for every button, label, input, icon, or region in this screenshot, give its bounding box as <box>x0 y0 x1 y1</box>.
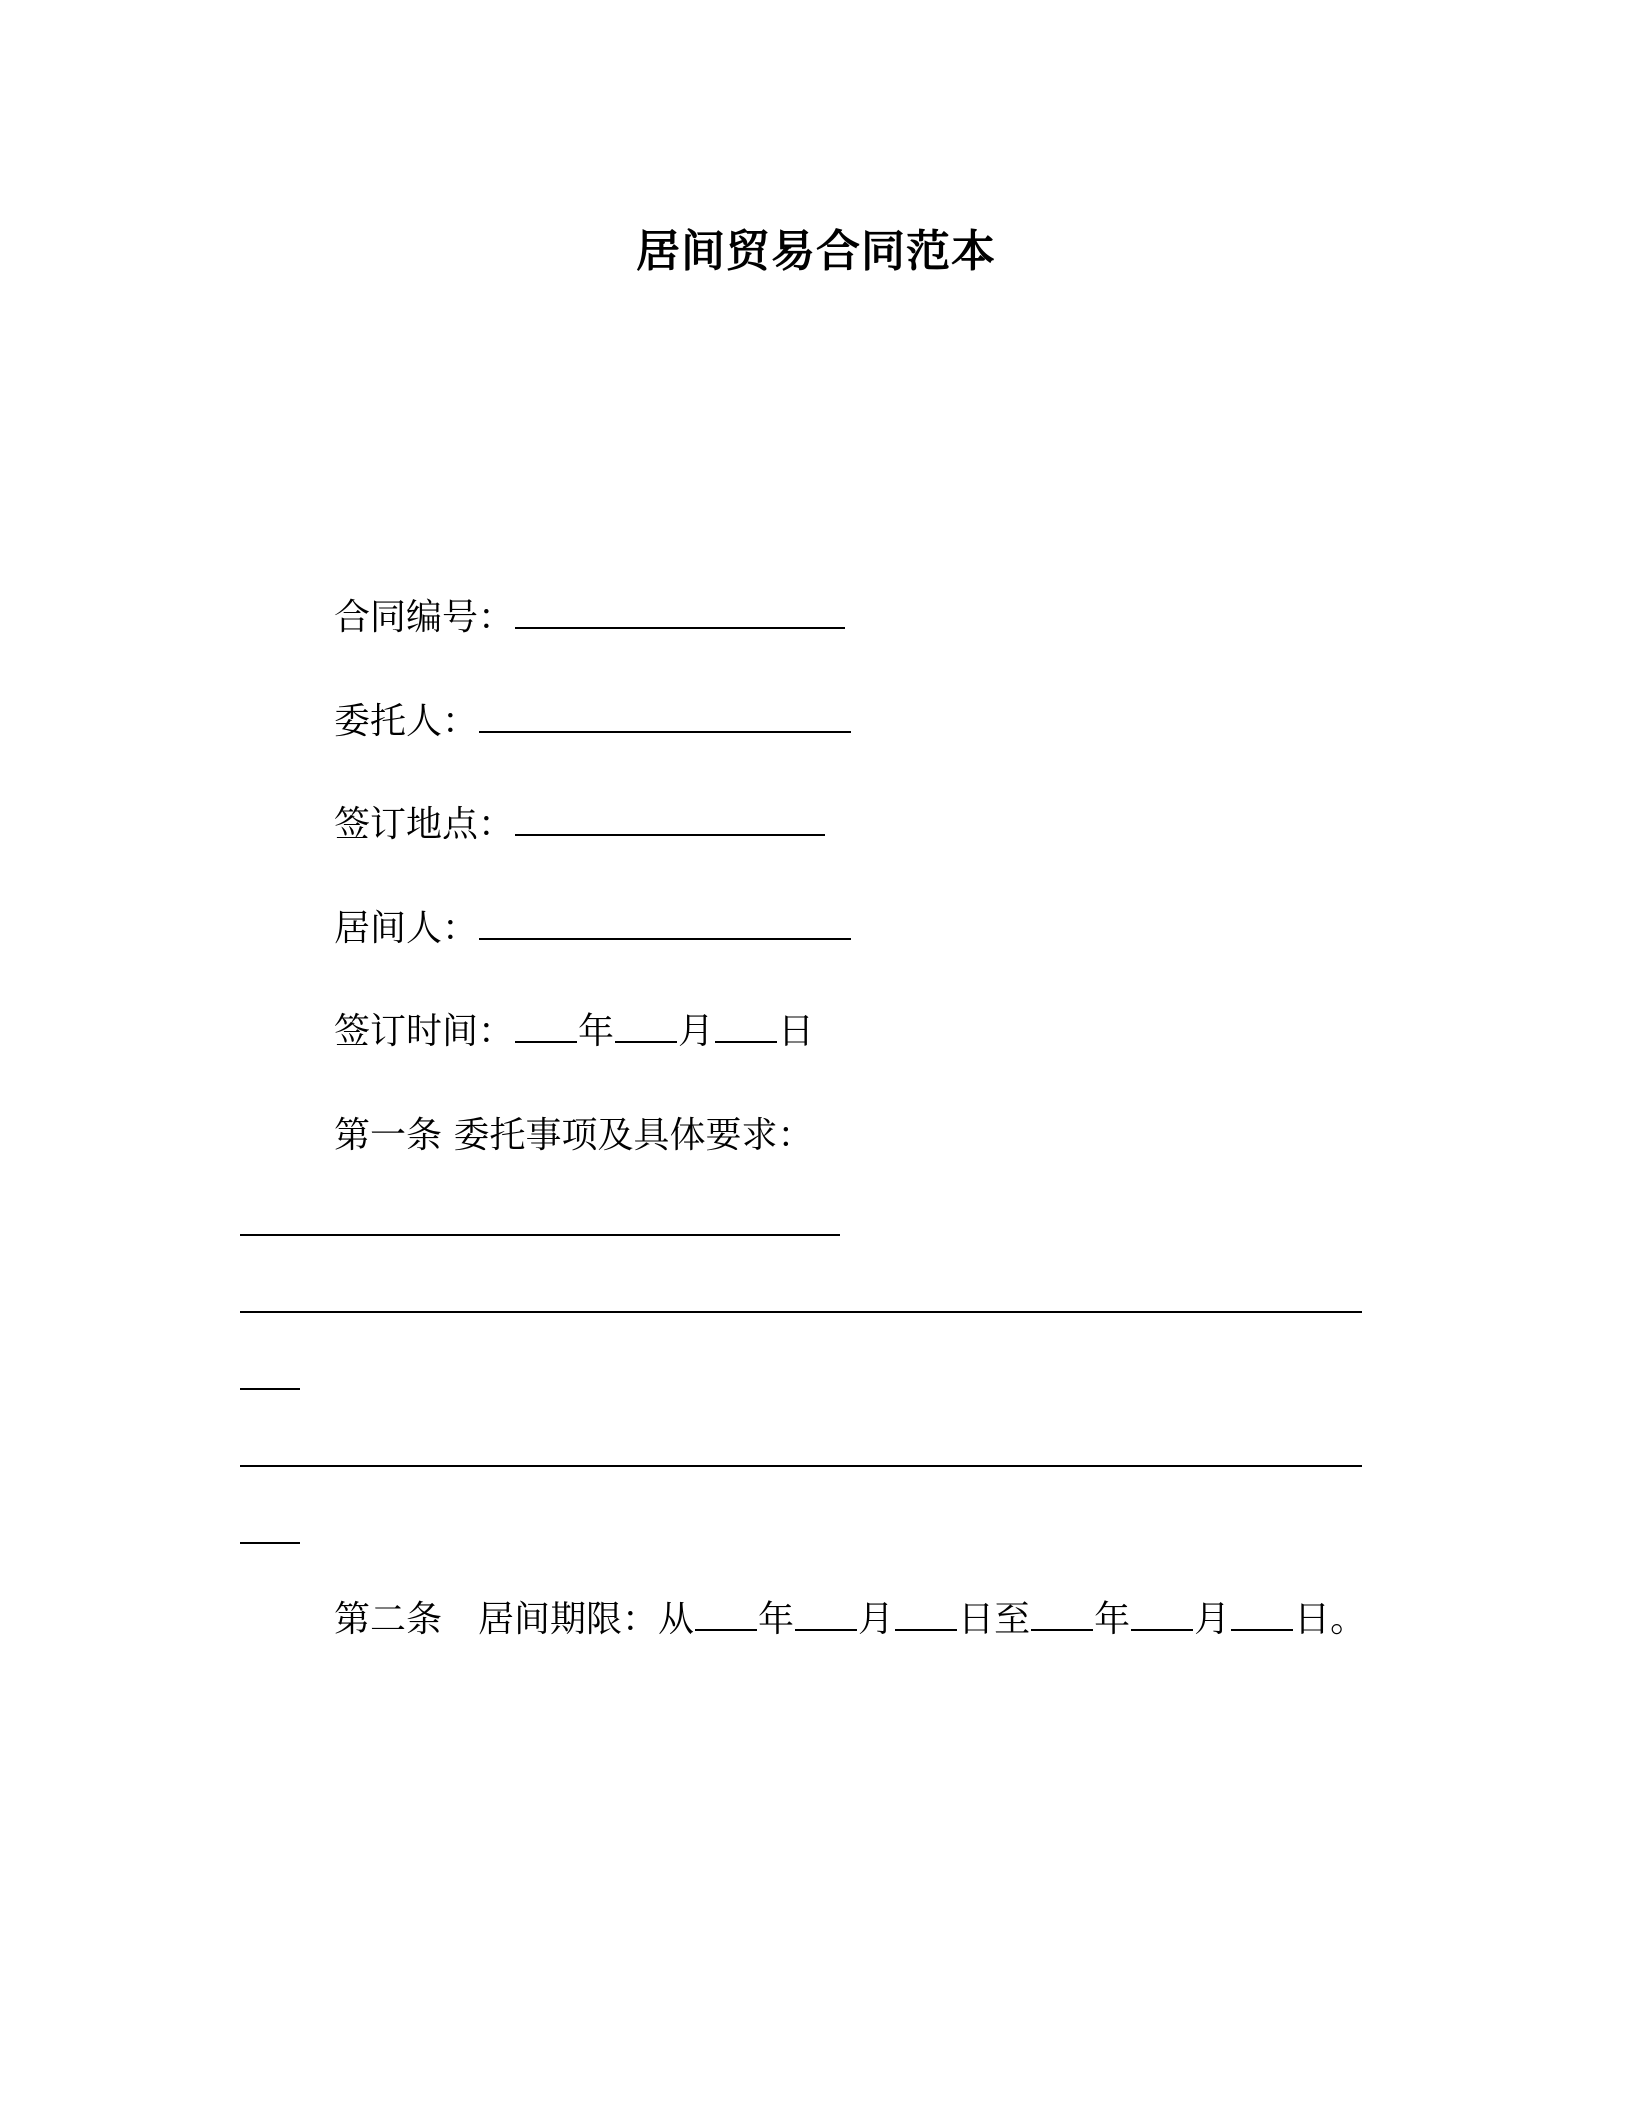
signing-place-label: 签订地点： <box>334 804 515 845</box>
term-year-unit: 年 <box>758 1599 795 1640</box>
intermediary-label: 居间人： <box>334 908 479 949</box>
signing-date-label: 签订时间： <box>334 1011 515 1052</box>
signing-day-blank[interactable] <box>715 1007 777 1043</box>
principal-label: 委托人： <box>334 701 479 742</box>
intermediary-field <box>334 904 852 954</box>
term-month2-unit: 月 <box>1194 1599 1231 1640</box>
signing-date-field <box>334 1007 814 1057</box>
article-1-heading: 第一条 委托事项及具体要求： <box>334 1115 814 1156</box>
term-day-end: 日。 <box>1294 1599 1367 1640</box>
contract-number-label: 合同编号： <box>334 597 515 638</box>
term-start-month-blank[interactable] <box>795 1595 857 1631</box>
principal-field <box>334 697 852 747</box>
term-year2-unit: 年 <box>1094 1599 1131 1640</box>
article-2-line <box>334 1595 1366 1645</box>
term-day-to: 日至 <box>958 1599 1031 1640</box>
principal-blank[interactable] <box>479 697 851 733</box>
signing-place-field <box>334 800 826 850</box>
article-1-blank-line-2-cont[interactable] <box>240 1388 300 1390</box>
month-unit: 月 <box>678 1011 715 1052</box>
signing-place-blank[interactable] <box>515 800 825 836</box>
term-end-year-blank[interactable] <box>1031 1595 1093 1631</box>
article-1-blank-line-1[interactable] <box>240 1234 840 1236</box>
contract-number-field <box>334 593 846 643</box>
day-unit: 日 <box>778 1011 815 1052</box>
article-1-blank-line-3-cont[interactable] <box>240 1542 300 1544</box>
article-1-blank-line-3[interactable] <box>240 1465 1362 1467</box>
intermediary-blank[interactable] <box>479 904 851 940</box>
document-title: 居间贸易合同范本 <box>636 226 996 277</box>
article-2-heading: 第二条 <box>334 1599 443 1640</box>
term-start-day-blank[interactable] <box>895 1595 957 1631</box>
term-start-year-blank[interactable] <box>695 1595 757 1631</box>
year-unit: 年 <box>578 1011 615 1052</box>
contract-number-blank[interactable] <box>515 593 845 629</box>
term-month-unit: 月 <box>858 1599 895 1640</box>
term-end-day-blank[interactable] <box>1231 1595 1293 1631</box>
signing-year-blank[interactable] <box>515 1007 577 1043</box>
signing-month-blank[interactable] <box>615 1007 677 1043</box>
term-end-month-blank[interactable] <box>1131 1595 1193 1631</box>
article-1-blank-line-2[interactable] <box>240 1311 1362 1313</box>
term-label: 居间期限：从 <box>478 1599 695 1640</box>
